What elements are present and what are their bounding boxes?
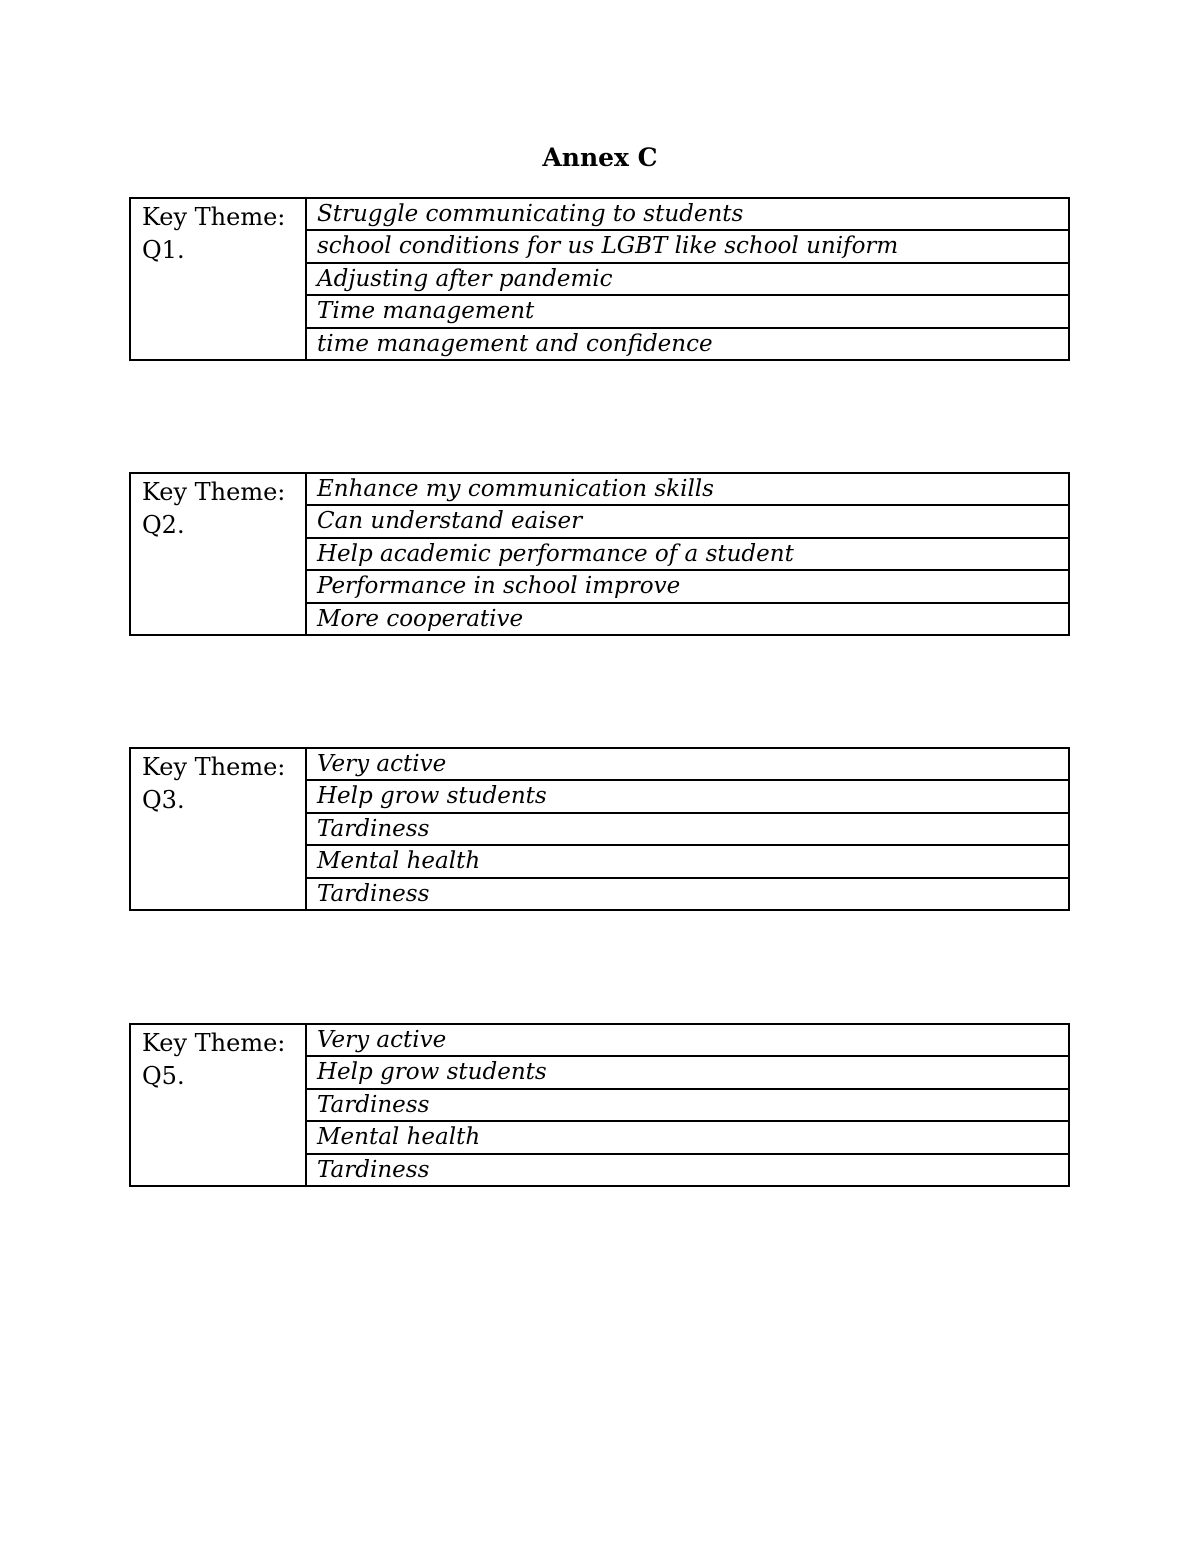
question-label: Q2. bbox=[142, 511, 185, 539]
key-theme-table-q3 bbox=[129, 747, 1070, 911]
response-cell: Mental health bbox=[306, 1121, 1069, 1153]
response-cell: Very active bbox=[306, 748, 1069, 780]
key-theme-label: Key Theme: bbox=[142, 203, 286, 231]
response-cell: Help grow students bbox=[306, 1056, 1069, 1088]
response-cell: Help academic performance of a student bbox=[306, 538, 1069, 570]
response-cell: Struggle communicating to students bbox=[306, 198, 1069, 230]
response-cell: Performance in school improve bbox=[306, 570, 1069, 602]
question-label: Q1. bbox=[142, 236, 185, 264]
response-cell: Enhance my communication skills bbox=[306, 473, 1069, 505]
response-cell: Tardiness bbox=[306, 813, 1069, 845]
key-theme-table-q1 bbox=[129, 197, 1070, 361]
response-cell: Can understand eaiser bbox=[306, 505, 1069, 537]
key-theme-cell bbox=[130, 473, 306, 635]
question-label: Q3. bbox=[142, 786, 185, 814]
page-title: Annex C bbox=[542, 143, 658, 172]
response-cell: More cooperative bbox=[306, 603, 1069, 635]
key-theme-label: Key Theme: bbox=[142, 753, 286, 781]
response-cell: Tardiness bbox=[306, 1154, 1069, 1186]
key-theme-label: Key Theme: bbox=[142, 1029, 286, 1057]
table-row bbox=[130, 1024, 1069, 1056]
response-cell: Time management bbox=[306, 295, 1069, 327]
key-theme-cell bbox=[130, 748, 306, 910]
key-theme-cell bbox=[130, 1024, 306, 1186]
table-row bbox=[130, 748, 1069, 780]
response-cell: Very active bbox=[306, 1024, 1069, 1056]
key-theme-table-q5 bbox=[129, 1023, 1070, 1187]
table-row bbox=[130, 473, 1069, 505]
response-cell: time management and confidence bbox=[306, 328, 1069, 360]
response-cell: Tardiness bbox=[306, 878, 1069, 910]
table-row bbox=[130, 198, 1069, 230]
question-label: Q5. bbox=[142, 1062, 185, 1090]
response-cell: Help grow students bbox=[306, 780, 1069, 812]
response-cell: school conditions for us LGBT like school uniform bbox=[306, 230, 1069, 262]
response-cell: Adjusting after pandemic bbox=[306, 263, 1069, 295]
key-theme-table-q2 bbox=[129, 472, 1070, 636]
key-theme-label: Key Theme: bbox=[142, 478, 286, 506]
key-theme-cell bbox=[130, 198, 306, 360]
response-cell: Tardiness bbox=[306, 1089, 1069, 1121]
response-cell: Mental health bbox=[306, 845, 1069, 877]
